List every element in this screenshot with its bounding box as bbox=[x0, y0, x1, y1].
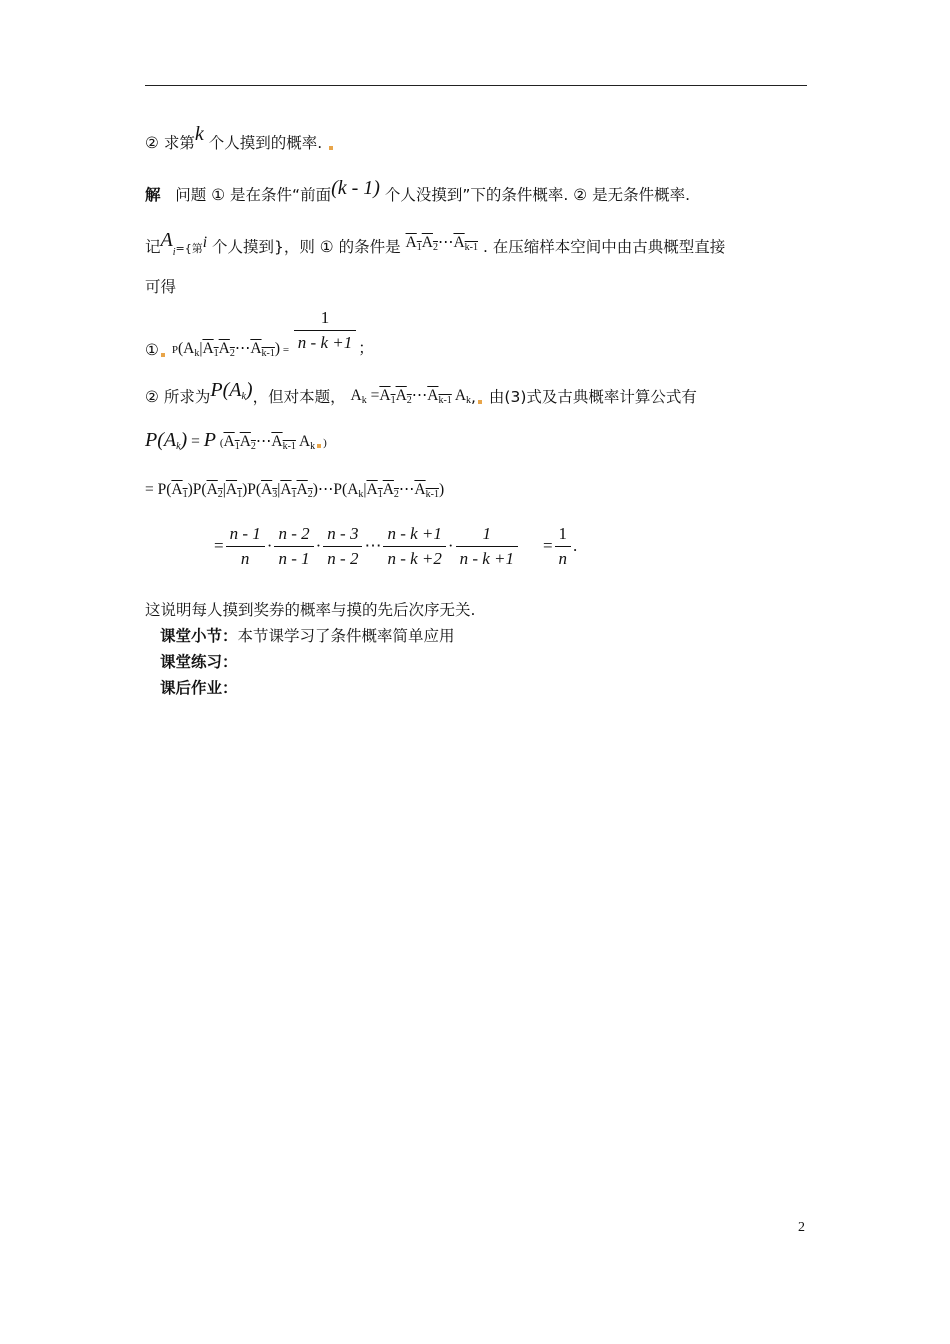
circle-1: ① bbox=[145, 341, 159, 359]
expr-k-minus-1: (k - 1) bbox=[331, 177, 380, 199]
prob-chain-1: $P(A_k) = P$ ($A_1A_2\cdots A_{k-1}$ $A_k$ ) bbox=[145, 429, 327, 452]
marker-dot bbox=[161, 353, 165, 357]
var-k: k bbox=[194, 123, 204, 145]
circle-2b: ② bbox=[145, 388, 159, 406]
homework-label: 课后作业： bbox=[160, 679, 238, 697]
circle-2: ② bbox=[145, 134, 159, 152]
result-2: ② 所求为$P(A_k)$，但对本题， $A_k$ $=A_1A_2\cdots A_{k-1}$ $A_k$, 由(3)式及古典概率计算公式有 bbox=[145, 379, 697, 406]
cond-expr: $A_1A_2\cdots A_{k-1}$ bbox=[405, 234, 478, 253]
fraction-result: $\frac{1}{n}$ bbox=[555, 524, 572, 569]
fraction-a: $\frac{n - 1}{n}$ bbox=[226, 524, 265, 569]
def-text-2: . 在压缩样本空间中由古典概型直接 bbox=[482, 238, 726, 256]
solution-text: 问题 ① 是在条件“前面 bbox=[175, 186, 332, 204]
def-continuation: 可得 bbox=[145, 278, 177, 296]
q2-text-post: 个人摸到的概率. bbox=[208, 134, 323, 152]
solution-text-2: 个人没摸到”下的条件概率. ② 是无条件概率. bbox=[384, 186, 691, 204]
summary-line bbox=[160, 626, 455, 646]
conclusion-text: 这说明每人摸到奖券的概率与摸的先后次序无关. bbox=[145, 601, 476, 619]
fraction-1-over-n-k-1 bbox=[294, 308, 356, 353]
solution-label: 解 bbox=[145, 186, 161, 204]
summary-text: 本节课学习了条件概率简单应用 bbox=[237, 627, 455, 645]
def-text: 个人摸到}，则 ① 的条件是 bbox=[211, 238, 401, 256]
page-number: 2 bbox=[798, 1220, 805, 1235]
sub-i: i bbox=[172, 247, 176, 258]
semicolon: ； bbox=[358, 339, 374, 357]
fraction-numerator: 1 bbox=[294, 308, 356, 331]
marker-dot bbox=[317, 444, 321, 448]
result-1 bbox=[145, 306, 374, 359]
cond-prob-expr: $P(A_k|A_1A_2\cdots A_{k-1})$ = bbox=[171, 340, 292, 359]
fraction-denominator: n - k +1 bbox=[297, 333, 353, 352]
marker-dot bbox=[478, 400, 482, 404]
def-pre: 记 bbox=[145, 238, 161, 256]
var-A: A bbox=[160, 229, 173, 251]
prob-Ak: $P(A_k)$ bbox=[210, 379, 253, 402]
prob-chain-2: = $P(A_1)P(A_2|A_1)P(A_3|A_1A_2)\cdots P(A_k|A_1A_2\cdots A_{k-1})$ bbox=[145, 481, 445, 500]
q2-text: 求第 bbox=[163, 134, 195, 152]
fraction-b: $\frac{n - 2}{n - 1}$ bbox=[274, 524, 313, 569]
r2-pre: 所求为 bbox=[163, 388, 211, 406]
r2-tail: 由(3)式及古典概率计算公式有 bbox=[488, 388, 697, 406]
question-2 bbox=[145, 123, 335, 153]
fraction-c: $\frac{n - 3}{n - 2}$ bbox=[323, 524, 362, 569]
var-i: i bbox=[202, 234, 208, 251]
marker-dot bbox=[329, 146, 333, 150]
Ak-decomposition: $A_k$ $=A_1A_2\cdots A_{k-1}$ $A_k$ bbox=[350, 387, 472, 406]
practice-label: 课堂练习： bbox=[160, 653, 238, 671]
fraction-product: = $\frac{n - 1}{n}$ · $\frac{n - 2}{n - 1}$ · $\frac{n - 3}{n - 2}$ ⋯ $\frac{n - k +1}{n - k +2}$ · $\frac{1}{n - k +1}$ = $\frac{1}{n}$ . bbox=[214, 524, 578, 568]
definition-line bbox=[145, 229, 726, 263]
def-eq: ={第 bbox=[175, 242, 203, 255]
solution-line bbox=[145, 177, 691, 205]
summary-label: 课堂小节： bbox=[160, 627, 238, 645]
header-rule bbox=[145, 85, 807, 86]
fraction-d: $\frac{n - k +1}{n - k +2}$ bbox=[383, 524, 445, 569]
r2-post: ，但对本题， bbox=[252, 388, 346, 406]
fraction-e: $\frac{1}{n - k +1}$ bbox=[456, 524, 518, 569]
